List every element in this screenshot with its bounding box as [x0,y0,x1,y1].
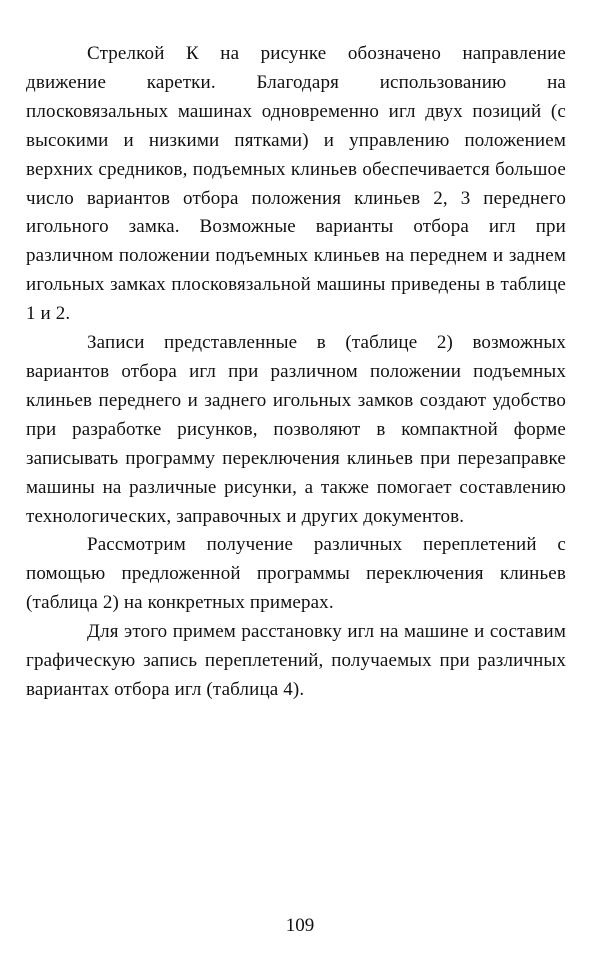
paragraph-3: Рассмотрим получение различных переплетений с помощью предложенной программы переключения клиньев (таблица 2) на конкретных примерах. [26,534,566,614]
page-number: 109 [285,915,315,936]
paragraph-1: Стрелкой К на рисунке обозначено направление движение каретки. Благодаря использованию на плосковязальных машинах одновременно игл двух позиций (с высокими и низкими пятками) и управлению положением верхних средников, подъемных клиньев обеспечивается большое число вариантов отбора положения клиньев 2, 3 переднего игольного замка. Возможные варианты отбора игл при различном положении подъемных клиньев на переднем и заднем игольных замках плосковязальной машины приведены в таблице 1 и 2. [26,43,566,325]
body-text [26,40,566,705]
paragraph-4: Для этого примем расстановку игл на машине и составим графическую запись переплетений, получаемых при различных вариантах отбора игл (таблица 4). [26,621,566,700]
paragraph-2: Записи представленные в (таблице 2) возможных вариантов отбора игл при различном положении подъемных клиньев переднего и заднего игольных замков создают удобство при разработке рисунков, позволяют в компактной форме записывать программу переключения клиньев при перезаправке машины на различные рисунки, а также помогает составлению технологических, заправочных и других документов. [26,332,566,527]
